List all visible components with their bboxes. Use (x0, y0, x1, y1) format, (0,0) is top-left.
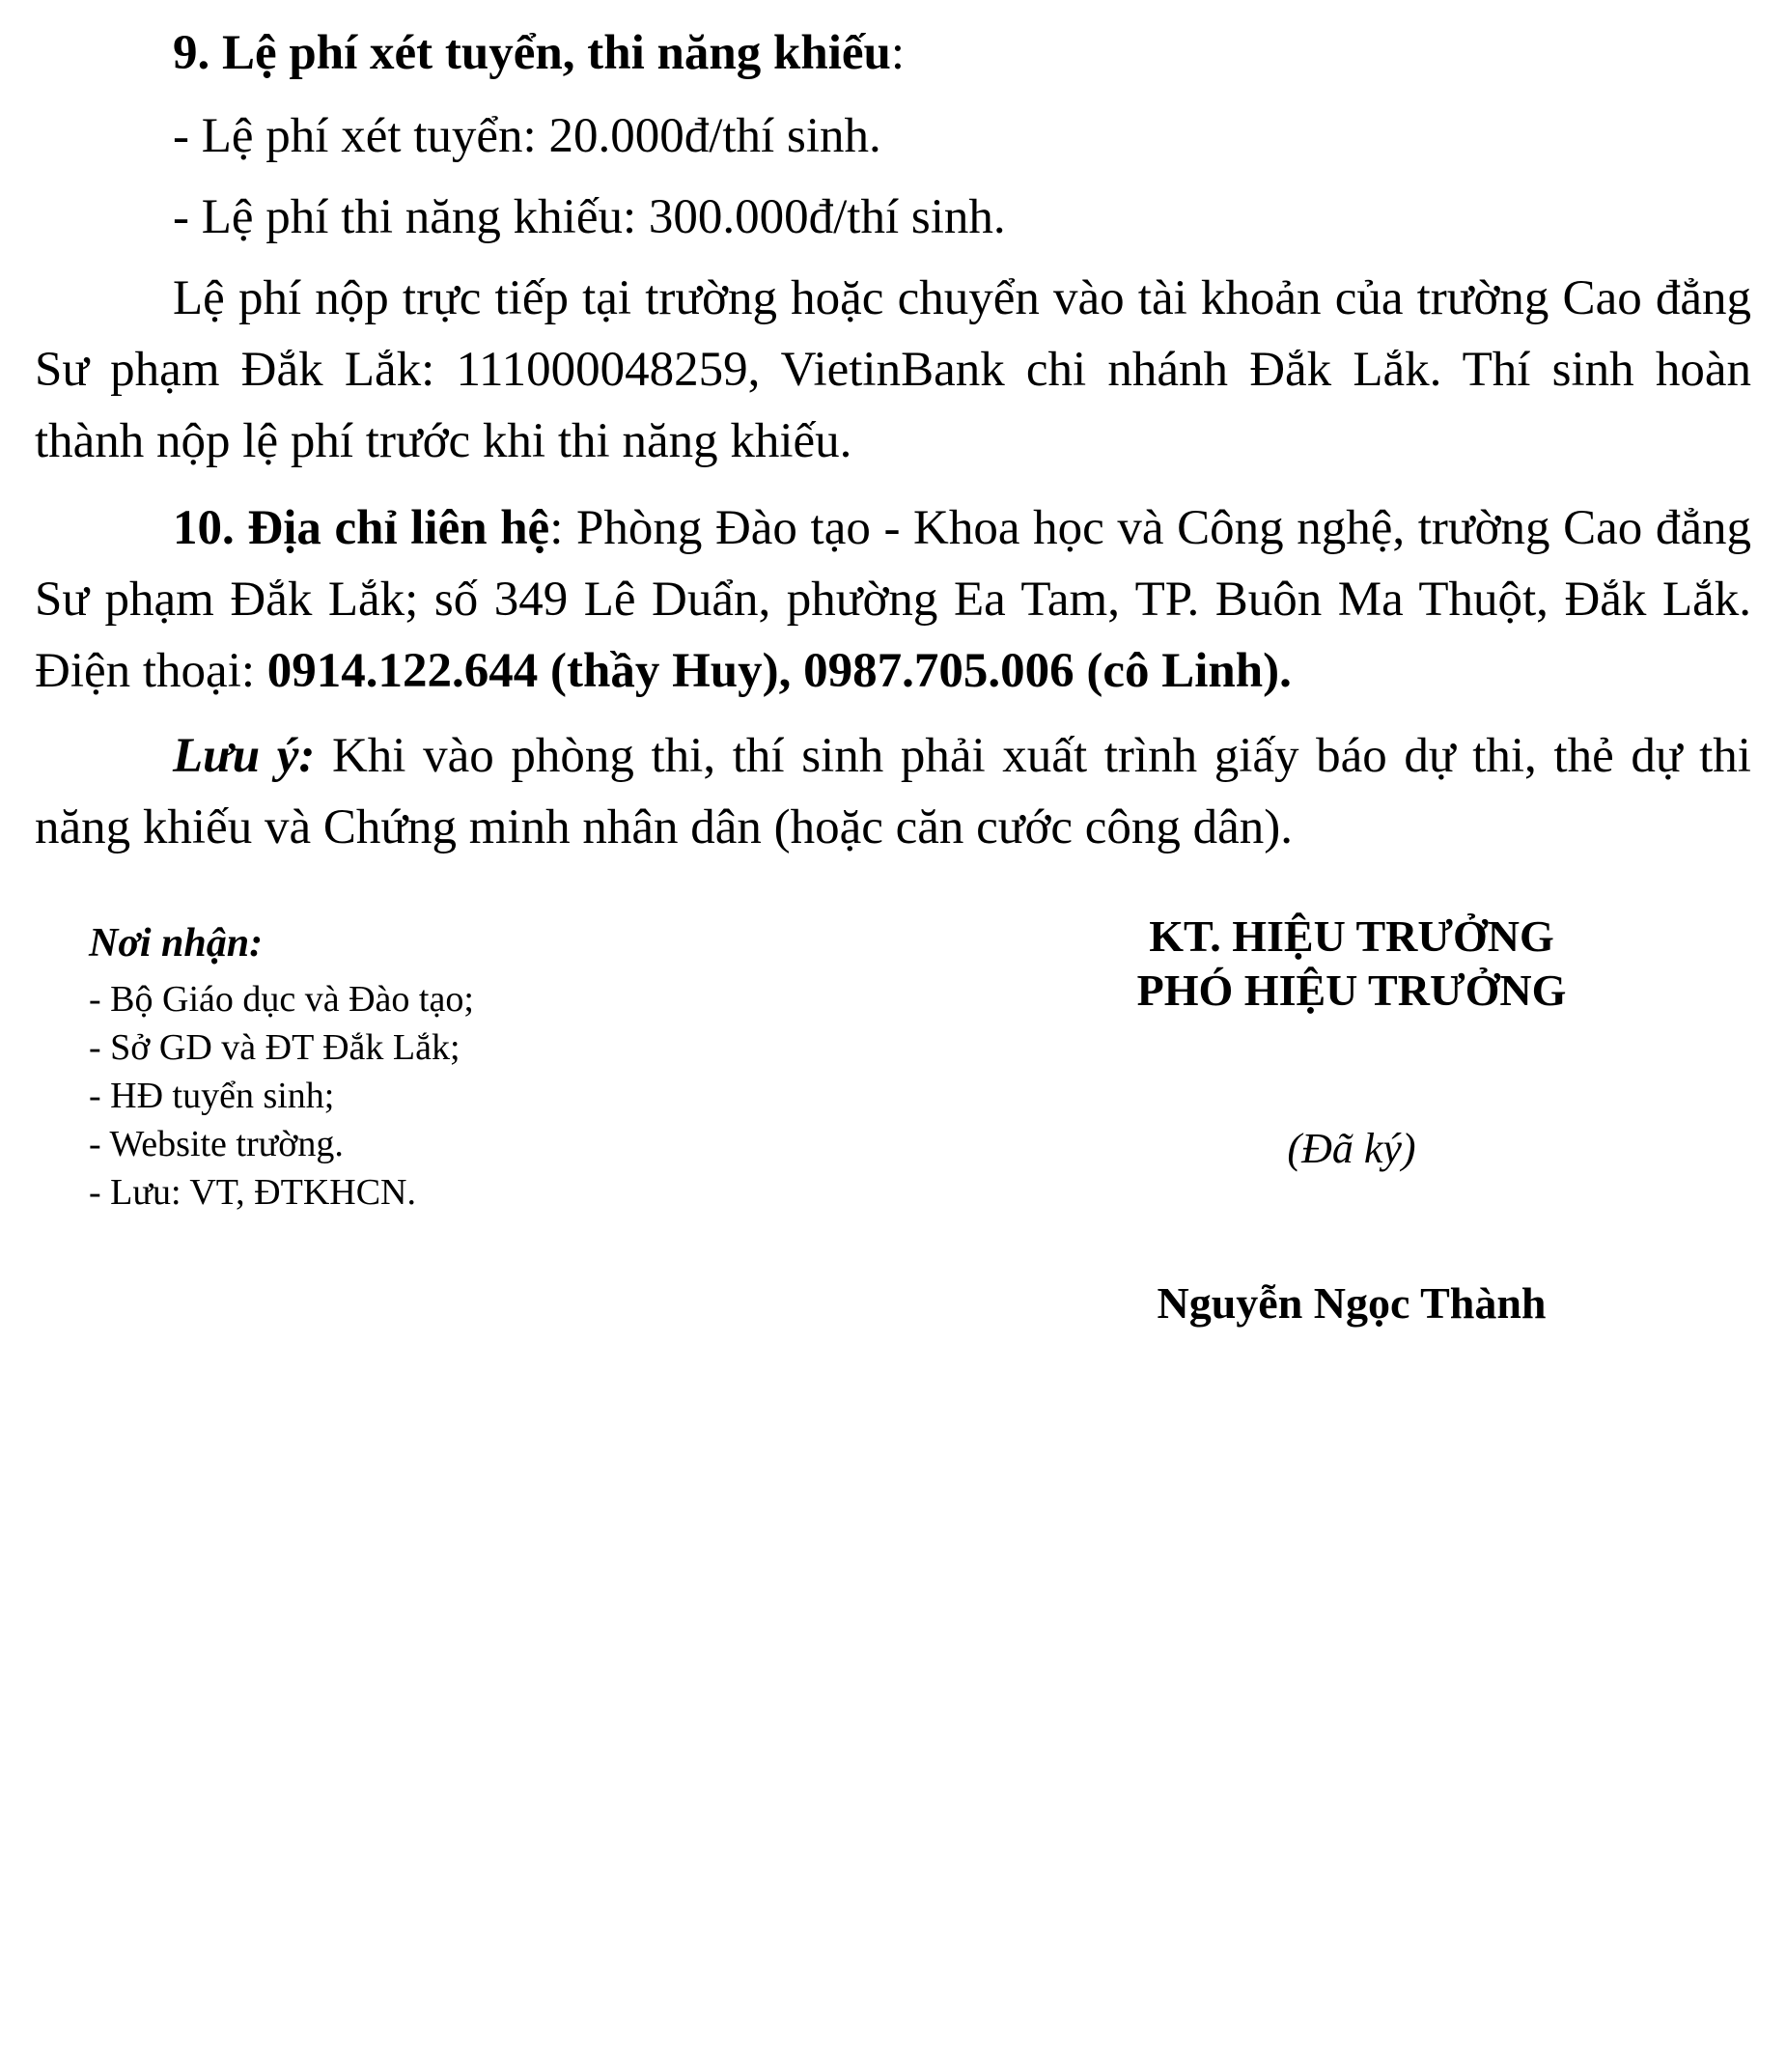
signature-role-line1: KT. HIỆU TRƯỞNG (1149, 911, 1554, 961)
recipient-item: - Website trường. (89, 1124, 344, 1164)
signature-block (1091, 910, 1612, 1330)
section-9-heading-line (173, 17, 905, 89)
recipients-block (89, 917, 474, 1217)
fee-admission: - Lệ phí xét tuyển: 20.000đ/thí sinh. (173, 109, 881, 163)
recipient-item: - HĐ tuyển sinh; (89, 1076, 335, 1116)
fee-aptitude: - Lệ phí thi năng khiếu: 300.000đ/thí sinh. (173, 190, 1006, 244)
signer-name: Nguyễn Ngọc Thành (1157, 1278, 1547, 1328)
contact-address: : Phòng Đào tạo - Khoa học và Công nghệ, trường Cao đẳng Sư phạm Đắk Lắk; số 349 Lê Duẩn, phường Ea Tam, TP. Buôn Ma Thuột, Đắk Lắk. Điện thoại: (35, 501, 1751, 698)
note-paragraph (35, 720, 1751, 863)
recipient-item: - Bộ Giáo dục và Đào tạo; (89, 979, 474, 1020)
note-label: Lưu ý: (173, 729, 316, 783)
section-10-paragraph (35, 492, 1751, 707)
section-9-heading: 9. Lệ phí xét tuyển, thi năng khiếu (173, 26, 891, 80)
recipient-item: - Sở GD và ĐT Đắk Lắk; (89, 1027, 460, 1068)
payment-note: Lệ phí nộp trực tiếp tại trường hoặc chuyển vào tài khoản của trường Cao đẳng Sư phạm Đắk Lắk: 111000048259, VietinBank chi nhánh Đắk Lắk. Thí sinh hoàn thành nộp lệ phí trước khi thi năng khiếu. (35, 271, 1751, 468)
signature-role-line2: PHÓ HIỆU TRƯỞNG (1136, 966, 1567, 1015)
section-9-colon: : (890, 26, 906, 80)
section-10-heading: 10. Địa chỉ liên hệ (173, 501, 550, 555)
recipients-title: Nơi nhận: (89, 921, 264, 966)
contact-phones: 0914.122.644 (thầy Huy), 0987.705.006 (cô Linh). (266, 644, 1292, 698)
signed-note: (Đã ký) (1287, 1125, 1416, 1172)
recipient-item: - Lưu: VT, ĐTKHCN. (89, 1172, 416, 1213)
note-text: Khi vào phòng thi, thí sinh phải xuất trình giấy báo dự thi, thẻ dự thi năng khiếu và Chứng minh nhân dân (hoặc căn cước công dân). (35, 729, 1751, 854)
